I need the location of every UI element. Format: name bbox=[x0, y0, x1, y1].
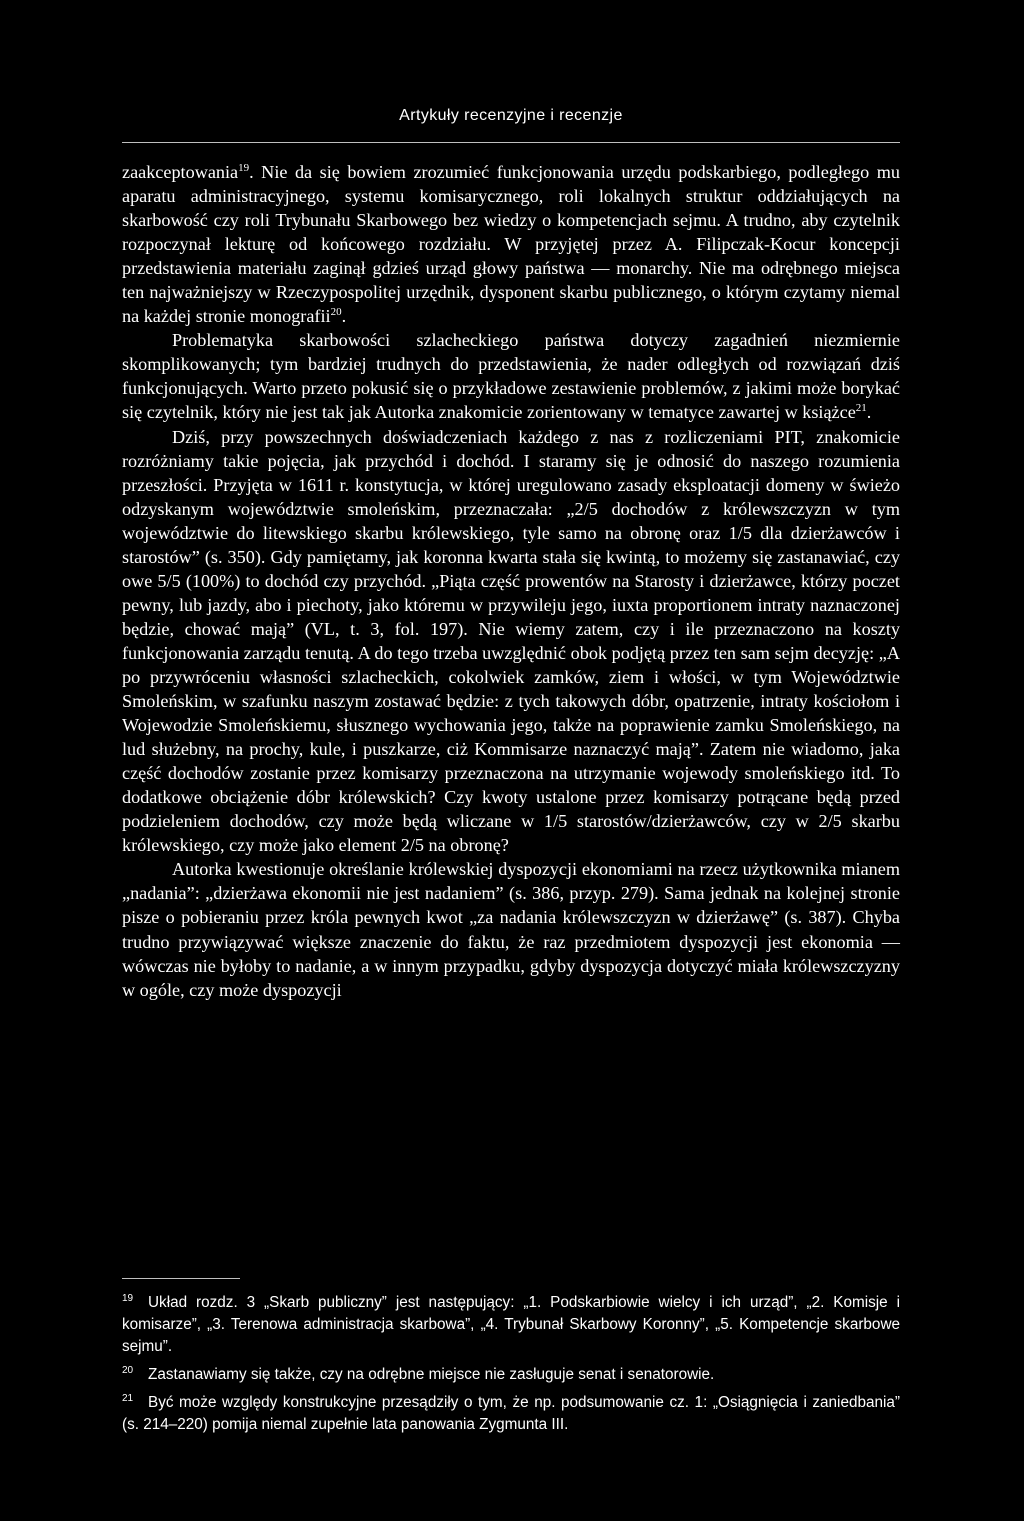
footnote: $^{20}$ Zastanawiamy się także, czy na odrębne miejsce nie zasługuje senat i senatorowie. bbox=[122, 1364, 715, 1383]
footnote: $^{21}$ Być może względy konstrukcyjne przesądziły o tym, że np. podsumowanie cz. 1: „Osiągnięcia i zaniedbania” (s. 214–220) pomija niemal zupełnie lata panowania Zygmunta III. bbox=[122, 1392, 900, 1433]
paragraph: zaakceptowania$^{19}$. Nie da się bowiem zrozumieć funkcjonowania urzędu podskarbiego, podległego mu aparatu administracyjnego, systemu komisarycznego, roli lokalnych struktur oddziałujących na skarbowość czy roli Trybunału Skarbowego bez wiedzy o kompetencjach sejmu. A trudno, aby czytelnik rozpoczynał lekturę od końcowego rozdziału. W przyjętej przez A. Filipczak-Kocur koncepcji przedstawienia materiału zaginął gdzieś urząd głowy państwa — monarchy. Nie ma odrębnego miejsca ten najważniejszy w Rzeczypospolitej urzędnik, dysponent skarbu publicznego, o którym czytamy niemal na każdej stronie monografii$^{20}$. bbox=[122, 161, 900, 327]
paragraph: Autorka kwestionuje określanie królewskiej dyspozycji ekonomiami na rzecz użytkownika mianem „nadania”: „dzierżawa ekonomii nie jest nadaniem” (s. 386, przyp. 279). Sama jednak na kolejnej stronie pisze o pobieraniu przez króla pewnych kwot „za nadania królewszczyzn w dzierżawę” (s. 387). Chyba trudno przywiązywać większe znaczenie do faktu, że raz przedmiotem dyspozycji jest ekonomia — wówczas nie byłoby to nadanie, a w innym przypadku, gdyby dyspozycja dotyczyć miała królewszczyzny w ogóle, czy może dyspozycji bbox=[122, 859, 900, 1000]
footnotes bbox=[122, 1292, 900, 1442]
footnote-rule bbox=[122, 1278, 240, 1279]
footnote-ref[interactable]: 21 bbox=[855, 402, 867, 415]
paragraph: Problematyka skarbowości szlacheckiego państwa dotyczy zagadnień niezmiernie skomplikowanych; tym bardziej trudnych do przedstawienia, że nader odległych od rozwiązań dziś funkcjonujących. Warto przeto pokusić się o przykładowe zestawienie problemów, z jakimi może borykać się czytelnik, który nie jest tak jak Autorka znakomicie zorientowany w tematyce zawartej w książce$^{21}$. bbox=[122, 330, 900, 423]
body-text bbox=[122, 160, 900, 1002]
footnote-ref[interactable]: 20 bbox=[330, 306, 342, 319]
paragraph: Dziś, przy powszechnych doświadczeniach każdego z nas z rozliczeniami PIT, znakomicie rozróżniamy takie pojęcia, jak przychód i dochód. I staramy się je odnosić do naszego rozumienia przeszłości. Przyjęta w 1611 r. konstytucja, w której uregulowano zasady eksploatacji domeny w świeżo odzyskanym województwie smoleńskim, przeznaczała: „2/5 dochodów z królewszczyzn w tym województwie do litewskiego skarbu królewskiego, tyle samo na obronę oraz 1/5 dla dzierżawców i starostów” (s. 350). Gdy pamiętamy, jak koronna kwarta stała się kwintą, to możemy się zastanawiać, czy owe 5/5 (100%) to dochód czy przychód. „Piąta część prowentów na Starosty i dzierżawce, którzy poczet pewny, lub jazdy, abo i piechoty, jako któremu w przywileju jego, iuxta proportionem intraty naznaczonej będzie, chować mają” (VL, t. 3, fol. 197). Nie wiemy zatem, czy i ile przeznaczono na koszty funkcjonowania zarządu tenutą. A do tego trzeba uwzględnić obok podjętą przez ten sam sejm decyzję: „A po przywróceniu własności szlacheckich, cokolwiek zamków, ziem i włości, w tym Województwie Smoleńskim, w szafunku naszym zostawać będzie: z tych takowych dóbr, opatrzenie, intraty kościołom i Wojewodzie Smoleńskiemu, słusznego wychowania jego, także na poprawienie zamku Smoleńskiego, na lud służebny, na prochy, kule, i puszkarze, ciż Kommisarze naznaczyć mają”. Zatem nie wiadomo, jaka część dochodów zostanie przez komisarzy przeznaczona na utrzymanie wojewody smoleńskiego itd. To dodatkowe obciążenie dóbr królewskich? Czy kwoty ustalone przez komisarzy potrącane będą przed podzieleniem dochodów, czy może będą wliczane w 1/5 starostów/dzierżawców, czy w 2/5 skarbu królewskiego, czy może jako element 2/5 na obronę? bbox=[122, 426, 900, 856]
running-header: Artykuły recenzyjne i recenzje bbox=[399, 107, 623, 124]
footnote: $^{19}$ Układ rozdz. 3 „Skarb publiczny” jest następujący: „1. Podskarbiowie wielcy i ich urząd”, „2. Komisje i komisarze”, „3. Terenowa administracja skarbowa”, „4. Trybunał Skarbowy Koronny”, „5. Kompetencje skarbowe sejmu”. bbox=[122, 1292, 900, 1355]
header-rule bbox=[122, 142, 900, 143]
footnote-ref[interactable]: 19 bbox=[238, 161, 250, 174]
